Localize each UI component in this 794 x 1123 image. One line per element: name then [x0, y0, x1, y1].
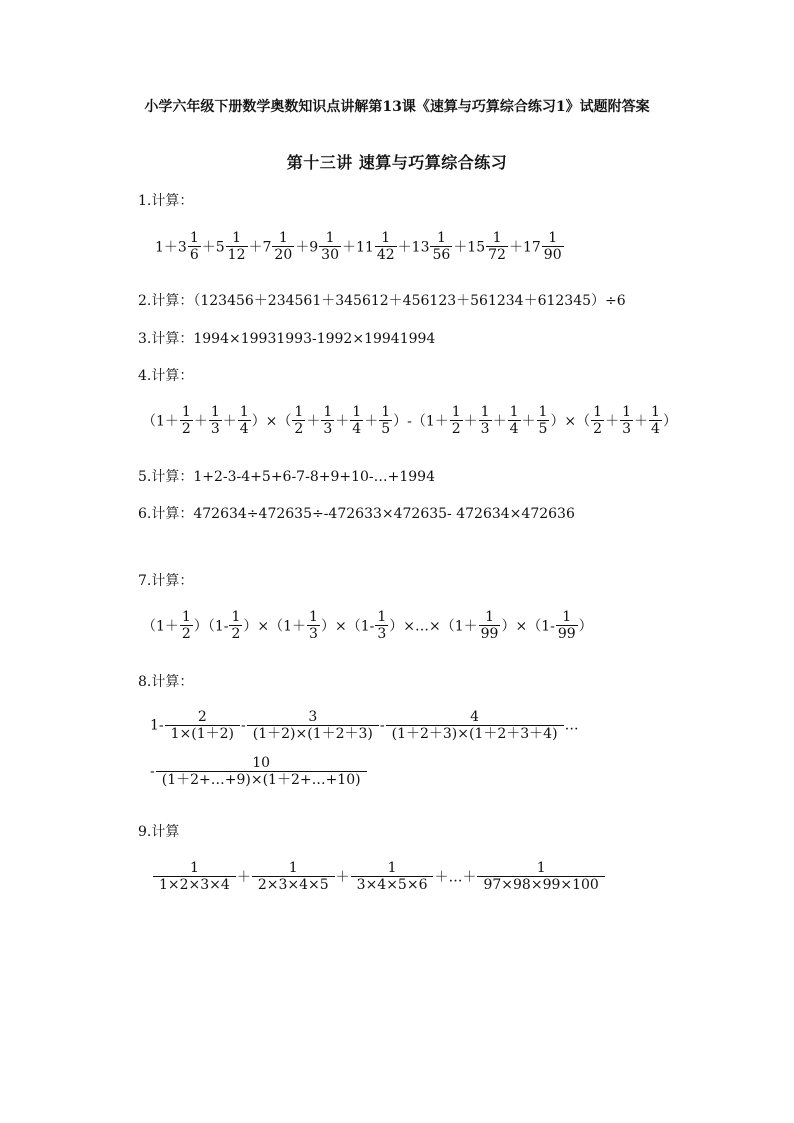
- expression-term: ）×…×（1＋: [389, 618, 478, 635]
- expression-term: 1-: [150, 717, 164, 734]
- q1-term: ＋13: [397, 239, 430, 256]
- numerator: 1: [477, 860, 604, 877]
- question-2: 2.计算：（123456＋234561＋345612＋456123＋561234＋612345）÷6: [138, 293, 626, 309]
- question-5: 5.计算：1+2-3-4+5+6-7-8+9+10-…+1994: [138, 469, 436, 485]
- question-6: 6.计算：472634÷472635÷-472633×472635- 472634×472636: [138, 506, 575, 522]
- fraction: [180, 404, 193, 437]
- numerator: 4: [386, 709, 564, 726]
- denominator: 20: [274, 247, 293, 263]
- denominator: 72: [488, 247, 506, 263]
- denominator: 4: [651, 421, 660, 437]
- q1-term: ＋7: [248, 239, 272, 256]
- expression-term: ＋: [306, 413, 321, 430]
- numerator: 1: [538, 404, 548, 420]
- question-1-label: 1.计算：: [138, 193, 194, 209]
- expression-term: （1＋: [142, 413, 179, 430]
- fraction: [537, 404, 550, 437]
- fraction: [247, 709, 379, 742]
- numerator: 1: [351, 860, 434, 877]
- expression-term: ＋: [463, 413, 478, 430]
- denominator: 4: [239, 421, 249, 437]
- expression-term: ＋: [222, 413, 237, 430]
- expression-term: ＋: [605, 413, 620, 430]
- denominator: 2: [181, 626, 191, 642]
- q1-term: 1＋3: [155, 239, 187, 256]
- numerator: 1: [375, 230, 397, 247]
- q1-term: ＋9: [295, 239, 319, 256]
- question-1-expression: [155, 230, 565, 263]
- expression-term: ＋: [634, 413, 649, 430]
- numerator: 1: [226, 230, 248, 247]
- numerator: 1: [189, 230, 199, 246]
- numerator: 1: [319, 230, 341, 247]
- fraction: [292, 404, 305, 437]
- numerator: 1: [181, 609, 191, 625]
- fraction: [450, 404, 463, 437]
- fraction: [351, 860, 434, 893]
- denominator: 3: [480, 421, 490, 437]
- fraction: [375, 609, 388, 642]
- question-8-expression-line2: [150, 755, 368, 788]
- expression-term: ）×（1-: [501, 618, 555, 635]
- fraction: [649, 404, 662, 437]
- question-7-expression: [142, 609, 593, 642]
- fraction: [479, 609, 501, 642]
- denominator: 3: [323, 421, 333, 437]
- denominator: 2: [181, 421, 191, 437]
- denominator: 3: [622, 421, 632, 437]
- expression-term: …: [564, 717, 579, 734]
- denominator: 6: [189, 247, 199, 263]
- question-9-label: 9.计算: [138, 824, 180, 840]
- numerator: 1: [272, 230, 294, 247]
- fraction: [591, 404, 604, 437]
- denominator: 42: [376, 247, 395, 263]
- expression-term: ＋: [492, 413, 507, 430]
- numerator: 1: [153, 860, 236, 877]
- numerator: 1: [451, 404, 461, 420]
- expression-term: -: [241, 717, 246, 734]
- numerator: 1: [651, 404, 660, 420]
- expression-term: ）×（1＋: [243, 618, 307, 635]
- expression-term: ＋: [193, 413, 208, 430]
- denominator: 99: [557, 626, 576, 642]
- denominator: (1＋2+…+9)×(1＋2+…+10): [161, 772, 361, 788]
- numerator: 1: [509, 404, 519, 420]
- fraction: [180, 609, 193, 642]
- denominator: 2: [294, 421, 304, 437]
- numerator: 1: [622, 404, 632, 420]
- denominator: 2: [593, 421, 603, 437]
- fraction: [386, 709, 564, 742]
- fraction: [238, 404, 251, 437]
- fraction: [321, 404, 334, 437]
- fraction: [226, 230, 248, 263]
- fraction: [375, 230, 397, 263]
- expression-term: ）: [578, 618, 593, 635]
- expression-term: ＋: [364, 413, 379, 430]
- fraction: [486, 230, 508, 263]
- numerator: 1: [593, 404, 603, 420]
- expression-term: ）×（: [550, 413, 591, 430]
- fraction: [542, 230, 564, 263]
- denominator: 5: [538, 421, 548, 437]
- expression-term: （1＋: [142, 618, 179, 635]
- denominator: 97×98×99×100: [483, 877, 599, 893]
- fraction: [188, 230, 201, 263]
- numerator: 1: [252, 860, 335, 877]
- fraction: [252, 860, 335, 893]
- fraction: [379, 404, 392, 437]
- numerator: 1: [430, 230, 452, 247]
- denominator: 4: [509, 421, 519, 437]
- denominator: 30: [321, 247, 339, 263]
- q1-term: ＋5: [201, 239, 225, 256]
- denominator: 1×2×3×4: [159, 877, 230, 893]
- fraction: [477, 860, 604, 893]
- denominator: 90: [543, 247, 562, 263]
- q1-term: ＋15: [453, 239, 486, 256]
- denominator: 2: [231, 626, 241, 642]
- q1-term: ＋11: [342, 239, 374, 256]
- denominator: 4: [352, 421, 362, 437]
- fraction: [272, 230, 294, 263]
- expression-term: ＋: [335, 413, 350, 430]
- expression-term: -: [379, 717, 385, 734]
- fraction: [479, 404, 492, 437]
- denominator: 3: [210, 421, 220, 437]
- denominator: 3×4×5×6: [356, 877, 428, 893]
- question-8-label: 8.计算：: [138, 674, 194, 690]
- denominator: 3: [377, 626, 387, 642]
- question-3: 3.计算：1994×19931993-1992×19941994: [138, 331, 436, 347]
- numerator: 1: [381, 404, 391, 420]
- denominator: 5: [381, 421, 391, 437]
- numerator: 1: [480, 404, 490, 420]
- numerator: 1: [486, 230, 508, 247]
- question-9-expression: [152, 860, 606, 893]
- expression-term: -: [150, 763, 155, 780]
- expression-term: ）×（: [251, 413, 292, 430]
- expression-term: ）×（1-: [320, 618, 375, 635]
- document-title: 小学六年级下册数学奥数知识点讲解第13课《速算与巧算综合练习1》试题附答案: [144, 99, 650, 115]
- numerator: 1: [309, 609, 318, 625]
- numerator: 3: [247, 709, 379, 726]
- fraction: [319, 230, 341, 263]
- expression-term: ＋: [236, 869, 251, 886]
- denominator: (1＋2＋3)×(1＋2＋3＋4): [391, 726, 558, 742]
- fraction: [307, 609, 320, 642]
- fraction: [508, 404, 521, 437]
- numerator: 1: [210, 404, 220, 420]
- fraction: [430, 230, 452, 263]
- denominator: 12: [227, 247, 246, 263]
- fraction: [156, 755, 367, 788]
- denominator: 1×(1＋2): [170, 726, 235, 742]
- denominator: 2×3×4×5: [257, 877, 329, 893]
- question-7-label: 7.计算：: [138, 573, 194, 589]
- numerator: 1: [181, 404, 191, 420]
- numerator: 1: [479, 609, 501, 626]
- numerator: 1: [294, 404, 304, 420]
- fraction: [165, 709, 240, 742]
- question-4-expression: [142, 404, 677, 437]
- question-4-label: 4.计算：: [138, 368, 194, 384]
- denominator: 99: [480, 626, 499, 642]
- expression-term: ＋…＋: [434, 869, 477, 886]
- fraction: [153, 860, 236, 893]
- denominator: 56: [432, 247, 451, 263]
- numerator: 1: [542, 230, 564, 247]
- numerator: 1: [231, 609, 241, 625]
- denominator: 3: [309, 626, 318, 642]
- numerator: 1: [239, 404, 249, 420]
- fraction: [229, 609, 242, 642]
- section-title: 第十三讲 速算与巧算综合练习: [286, 153, 508, 172]
- expression-term: ＋: [521, 413, 536, 430]
- expression-term: ）（1-: [193, 618, 229, 635]
- numerator: 10: [156, 755, 367, 772]
- denominator: 2: [451, 421, 461, 437]
- question-8-expression-line1: [150, 709, 579, 742]
- fraction: [350, 404, 363, 437]
- numerator: 1: [556, 609, 578, 626]
- numerator: 1: [377, 609, 387, 625]
- expression-term: ＋: [335, 869, 350, 886]
- expression-term: ）-（1＋: [393, 413, 449, 430]
- q1-term: ＋17: [508, 239, 541, 256]
- fraction: [209, 404, 222, 437]
- fraction: [620, 404, 633, 437]
- expression-term: ）: [662, 413, 677, 430]
- numerator: 1: [323, 404, 333, 420]
- numerator: 2: [165, 709, 240, 726]
- fraction: [556, 609, 578, 642]
- numerator: 1: [352, 404, 362, 420]
- denominator: (1＋2)×(1＋2＋3): [252, 726, 373, 742]
